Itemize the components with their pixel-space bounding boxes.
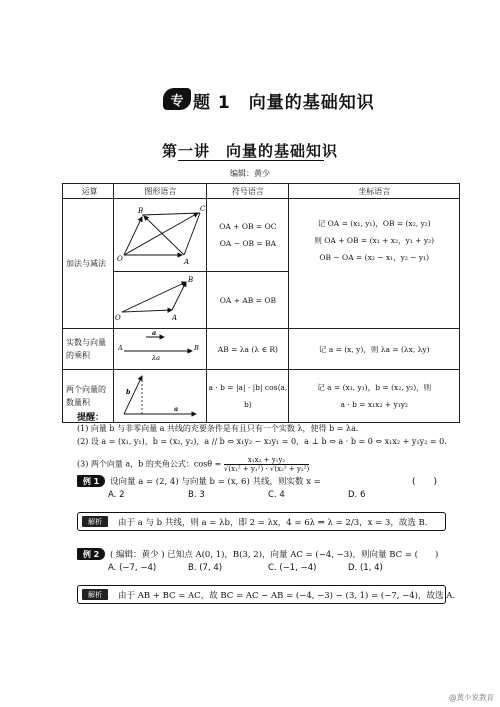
tips-title: 提醒： [77, 413, 105, 423]
header-graphic: 图形语言 [114, 184, 207, 199]
watermark: @黄少说教育 [449, 693, 494, 702]
triangle-diagram [114, 272, 206, 326]
label-b2: B [188, 276, 194, 284]
example-1-option-a: A. 2 [108, 490, 125, 500]
example-1-option-d: D. 6 [348, 490, 366, 500]
example-2-solution: 由于 AB + BC = AC，故 BC = AC − AB = (−4, −3) − (3, 1) = (−7, −4)，故选 A. [118, 591, 456, 601]
example-2-option-d: D. (1, 4) [348, 563, 383, 573]
example-2-badge: 例 2 [77, 548, 105, 560]
op-scalar: 实数与向量的乘积 [63, 329, 114, 370]
symbol-triangle: OA + AB = OB [207, 272, 289, 329]
symbol-dot: a · b = |a| · |b| cos⟨a, b⟩ [207, 370, 289, 423]
header-operation: 运算 [63, 184, 114, 199]
vector-operations-table [62, 183, 460, 423]
topic-title: 题 1 向量的基础知识 [193, 93, 375, 113]
lecture-title: 第一讲 向量的基础知识 [161, 142, 338, 160]
editor-credit: 编辑：黄少 [230, 169, 270, 178]
label-B: B [194, 344, 200, 352]
example-2-option-b: B. (7, 4) [188, 563, 223, 573]
label-o: O [117, 255, 124, 263]
scalar-diagram [114, 329, 206, 367]
op-dot: 两个向量的数量积 [63, 370, 114, 423]
figure-triangle [114, 272, 207, 329]
example-1-question: 设向量 a = (2, 4) 与向量 b = (x, 6) 共线，则实数 x = [110, 477, 321, 487]
example-2-solution-tag: 解析 [82, 589, 108, 600]
tip-2: (2) 设 a = (x₁, y₁)，b = (x₂, y₂)，a // b ⇔ x₁y₂ − x₂y₁ = 0，a ⊥ b ⇔ a · b = 0 ⇔ x₁x₂ + y₁y₂ = 0. [77, 437, 447, 446]
example-1-badge: 例 1 [77, 475, 105, 487]
figure-dot [114, 370, 207, 423]
tip-1: (1) 向量 b 与非零向量 a 共线的充要条件是有且只有一个实数 λ，使得 b = λa. [77, 424, 359, 433]
symbol-scalar: AB = λa (λ ∈ R) [207, 329, 289, 370]
example-2-option-c: C. (−1, −4) [268, 563, 317, 573]
header-coordinate: 坐标语言 [289, 184, 460, 199]
figure-parallelogram [114, 199, 207, 272]
symbol-add-sub: OA + OB = OC OA − OB = BA [207, 199, 289, 272]
example-1-option-b: B. 3 [188, 490, 205, 500]
label-la: λa [152, 354, 161, 362]
dot-product-diagram [114, 370, 206, 420]
example-2-option-a: A. (−7, −4) [108, 563, 157, 573]
label-a-vec: a [174, 405, 179, 413]
coord-scalar: 记 a = (x, y)，则 λa = (λx, λy) [289, 329, 460, 370]
cos-fraction: $\frac{\text{x₁x₂ + y₁y₂}}{\text{√(x₁² + y₁²) · √(x₂² + y₂²)}}$ [223, 456, 310, 473]
coord-dot: 记 a = (x₁, y₁)，b = (x₂, y₂)，则 a · b = x₁x₂ + y₁y₂ [289, 370, 460, 423]
label-a-top: a [152, 329, 157, 337]
label-c: C [200, 205, 206, 213]
tip-3: (3) 两个向量 a，b 的夹角公式：cosθ = $\frac{\text{x₁x₂ + y₁y₂}}{\text{√(x₁² + y₁²) · √(x₂² + y₂²)}}$ [77, 456, 310, 473]
figure-scalar [114, 329, 207, 370]
label-b-vec: b [126, 388, 131, 396]
label-a2: A [172, 314, 178, 322]
coord-add-sub: 记 OA = (x₁, y₁)，OB = (x₂, y₂) 则 OA + OB = (x₁ + x₂，y₁ + y₂) OB − OA = (x₂ − x₁，y₂ − y₁) [289, 199, 460, 329]
op-add-sub: 加法与减法 [63, 199, 114, 329]
lecture-underline [178, 160, 324, 161]
topic-badge: 专 [163, 88, 191, 110]
header-symbol: 符号语言 [207, 184, 289, 199]
label-b: B [138, 207, 144, 215]
example-1-option-c: C. 4 [268, 490, 285, 500]
example-1-solution: 由于 a 与 b 共线，则 a = λb，即 2 = λx，4 = 6λ ⇒ λ = 2/3，x = 3，故选 B. [118, 518, 428, 528]
label-a: A [184, 258, 190, 266]
label-o2: O [115, 314, 122, 322]
parallelogram-diagram [114, 199, 206, 269]
label-A: A [118, 344, 124, 352]
example-1-answer-blank: ( ) [412, 477, 438, 487]
example-2-question: ( 编辑：黄少 ) 已知点 A(0, 1)，B(3, 2)，向量 AC = (−4, −3)，则向量 BC = ( ) [110, 550, 439, 560]
example-1-solution-tag: 解析 [82, 516, 108, 527]
